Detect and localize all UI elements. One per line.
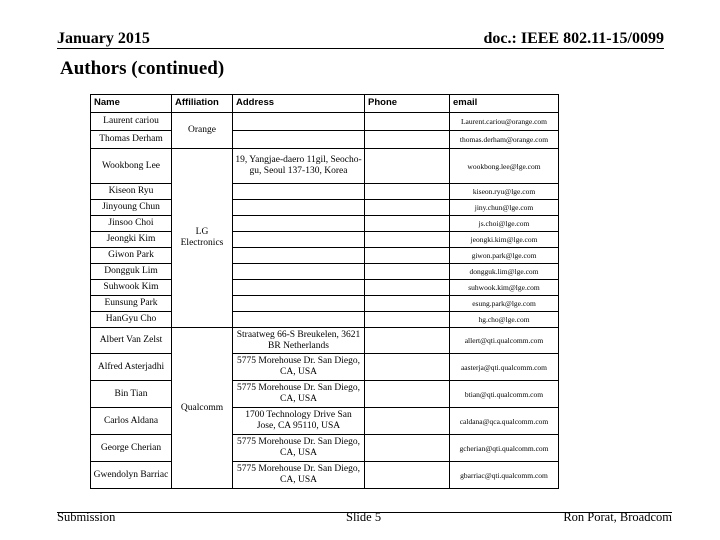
header-doc-id: doc.: IEEE 802.11-15/0099	[483, 30, 664, 47]
author-address: Straatweg 66-S Breukelen, 3621 BR Netherlands	[233, 328, 365, 354]
author-name: Alfred Asterjadhi	[91, 354, 172, 381]
footer-author: Ron Porat, Broadcom	[563, 510, 672, 524]
author-address	[233, 113, 365, 131]
author-name: Eunsung Park	[91, 296, 172, 312]
table-row	[91, 312, 559, 328]
author-phone	[365, 232, 450, 248]
author-address: 5775 Morehouse Dr. San Diego, CA, USA	[233, 435, 365, 462]
affiliation-lg: LG Electronics	[172, 149, 233, 328]
author-email: allert@qti.qualcomm.com	[450, 328, 559, 354]
slide-title: Authors (continued)	[60, 58, 225, 79]
table-row	[91, 232, 559, 248]
table-row	[91, 354, 559, 381]
table-row	[91, 296, 559, 312]
author-email: js.choi@lge.com	[450, 216, 559, 232]
author-name: Jinsoo Choi	[91, 216, 172, 232]
author-name: Wookbong Lee	[91, 149, 172, 184]
author-phone	[365, 312, 450, 328]
author-name: HanGyu Cho	[91, 312, 172, 328]
table-row	[91, 280, 559, 296]
header-divider	[57, 48, 664, 49]
author-phone	[365, 462, 450, 489]
author-phone	[365, 264, 450, 280]
author-name: Carlos Aldana	[91, 408, 172, 435]
table-row	[91, 200, 559, 216]
author-email: dongguk.lim@lge.com	[450, 264, 559, 280]
author-email: thomas.derham@orange.com	[450, 131, 559, 149]
column-header-affiliation: Affiliation	[172, 95, 233, 113]
author-name: Jeongki Kim	[91, 232, 172, 248]
table-row	[91, 328, 559, 354]
author-name: Bin Tian	[91, 381, 172, 408]
table-row	[91, 248, 559, 264]
author-email: gcherian@qti.qualcomm.com	[450, 435, 559, 462]
author-name: Jinyoung Chun	[91, 200, 172, 216]
table-row	[91, 113, 559, 131]
author-phone	[365, 354, 450, 381]
author-name: George Cherian	[91, 435, 172, 462]
author-phone	[365, 149, 450, 184]
author-address	[233, 264, 365, 280]
author-email: btian@qti.qualcomm.com	[450, 381, 559, 408]
author-phone	[365, 296, 450, 312]
author-email: wookbong.lee@lge.com	[450, 149, 559, 184]
author-phone	[365, 248, 450, 264]
author-email: hg.cho@lge.com	[450, 312, 559, 328]
table-row	[91, 408, 559, 435]
author-address	[233, 184, 365, 200]
table-row	[91, 462, 559, 489]
table-header-row	[91, 95, 559, 113]
column-header-email: email	[450, 95, 559, 113]
author-phone	[365, 113, 450, 131]
author-email: Laurent.cariou@orange.com	[450, 113, 559, 131]
author-address	[233, 312, 365, 328]
author-address	[233, 296, 365, 312]
author-phone	[365, 200, 450, 216]
author-phone	[365, 216, 450, 232]
author-name: Dongguk Lim	[91, 264, 172, 280]
author-email: suhwook.kim@lge.com	[450, 280, 559, 296]
author-address: 5775 Morehouse Dr. San Diego, CA, USA	[233, 354, 365, 381]
author-email: esung.park@lge.com	[450, 296, 559, 312]
author-name: Gwendolyn Barriac	[91, 462, 172, 489]
header-date: January 2015	[57, 30, 150, 47]
table-row	[91, 381, 559, 408]
footer-submission: Submission	[57, 510, 116, 524]
author-address: 1700 Technology Drive San Jose, CA 95110, USA	[233, 408, 365, 435]
author-address: 5775 Morehouse Dr. San Diego, CA, USA	[233, 381, 365, 408]
author-phone	[365, 408, 450, 435]
author-email: giwon.park@lge.com	[450, 248, 559, 264]
affiliation-orange: Orange	[172, 113, 233, 149]
author-address	[233, 232, 365, 248]
author-phone	[365, 131, 450, 149]
author-name: Giwon Park	[91, 248, 172, 264]
table-row	[91, 149, 559, 184]
author-address	[233, 131, 365, 149]
footer-slide-number: Slide 5	[346, 510, 382, 524]
author-name: Thomas Derham	[91, 131, 172, 149]
author-email: caldana@qca.qualcomm.com	[450, 408, 559, 435]
author-name: Kiseon Ryu	[91, 184, 172, 200]
author-name: Laurent cariou	[91, 113, 172, 131]
author-address	[233, 280, 365, 296]
column-header-name: Name	[91, 95, 172, 113]
author-phone	[365, 435, 450, 462]
author-phone	[365, 328, 450, 354]
author-address: 5775 Morehouse Dr. San Diego, CA, USA	[233, 462, 365, 489]
author-address	[233, 200, 365, 216]
author-email: jiny.chun@lge.com	[450, 200, 559, 216]
affiliation-qualcomm: Qualcomm	[172, 328, 233, 489]
table-row	[91, 184, 559, 200]
author-name: Suhwook Kim	[91, 280, 172, 296]
table-row	[91, 435, 559, 462]
table-row	[91, 131, 559, 149]
column-header-phone: Phone	[365, 95, 450, 113]
authors-table	[90, 94, 559, 489]
author-email: jeongki.kim@lge.com	[450, 232, 559, 248]
author-phone	[365, 184, 450, 200]
author-name: Albert Van Zelst	[91, 328, 172, 354]
author-address: 19, Yangjae-daero 11gil, Seocho-gu, Seoul 137-130, Korea	[233, 149, 365, 184]
author-phone	[365, 381, 450, 408]
author-phone	[365, 280, 450, 296]
author-email: kiseon.ryu@lge.com	[450, 184, 559, 200]
table-row	[91, 264, 559, 280]
author-email: gbarriac@qti.qualcomm.com	[450, 462, 559, 489]
table-row	[91, 216, 559, 232]
authors-table-container	[90, 94, 559, 489]
author-email: aasterja@qti.qualcomm.com	[450, 354, 559, 381]
author-address	[233, 216, 365, 232]
author-address	[233, 248, 365, 264]
column-header-address: Address	[233, 95, 365, 113]
